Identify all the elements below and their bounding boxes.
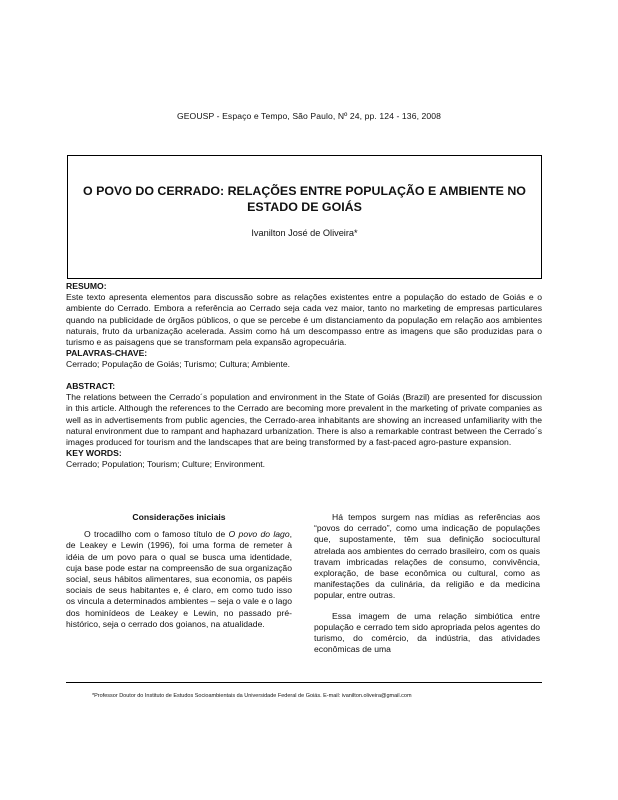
abstract-heading: ABSTRACT: xyxy=(66,381,116,391)
resumo-text: Este texto apresenta elementos para discussão sobre as relações existentes entre a população do estado de Goiás e o ambiente do Cerrado. Embora a referência ao Cerrado seja cada vez maior, tanto no marketing de empresas particulares quando na publicidade de órgãos públicos, o que se percebe é um distanciamento da população em relação aos ambientes naturais, fruto da urbanização acelerada. Assim como há um descompasso entre as imagens que são produzidas para o turismo e as paisagens que se transformam pela expansão agropecuária. xyxy=(66,292,542,348)
left-column xyxy=(66,512,292,630)
resumo-heading: RESUMO: xyxy=(66,281,107,291)
article-title: O POVO DO CERRADO: RELAÇÕES ENTRE POPULAÇÃO E AMBIENTE NO ESTADO DE GOIÁS xyxy=(83,184,526,214)
right-paragraph-1: Há tempos surgem nas mídias as referências aos “povos do cerrado”, como uma indicação de populações que, supostamente, têm sua definição sociocultural atrelada aos ambientes do cerrado brasileiro, com os quais travam imbricadas relações de consumo, convivência, exploração, de base econômica ou cultural, como as manifestações da culinária, da religião e da medicina popular, entre outras. xyxy=(314,512,540,601)
book-title-italic: O povo do lago xyxy=(228,529,290,540)
footnote-divider xyxy=(66,682,542,683)
right-paragraph-2: Essa imagem de uma relação simbiótica entre população e cerrado tem sido apropriada pelos agentes do turismo, do comércio, da indústria, das atividades econômicas de uma xyxy=(314,610,540,655)
resumo-block xyxy=(66,281,542,371)
left-paragraph-end: , de Leakey e Lewin (1996), foi uma forma de remeter à idéia de um povo para o qual se busca uma identidade, cuja base pode estar na compreensão de sua organização social, seus hábitos alimentares, sua economia, os papéis sociais de seus habitantes e, é claro, em como tudo isso os vincula a determinados ambientes – seja o vale e o lago dos hominídeos de Leakey e Lewin, no passado pré-histórico, seja o cerrado dos goianos, na atualidade. xyxy=(66,529,293,629)
abstract-text: The relations between the Cerrado´s population and environment in the State of Goiás (Brazil) are presented for discussion in this article. Although the references to the Cerrado are becoming more prevalent in the marketing of private companies as well as in advertisements from public agencies, the Cerrado-area inhabitants are showing an increased unfamiliarity with the natural environment due to rampant and haphazard urbanization. There is also a remarkable contrast between the Cerrado´s images produced for tourism and the landscapes that are being transformed by a fast-paced agro-pasture expansion. xyxy=(66,392,542,448)
section-title: Considerações iniciais xyxy=(132,512,226,522)
palavras-chave-text: Cerrado; População de Goiás; Turismo; Cultura; Ambiente. xyxy=(66,359,291,370)
right-column xyxy=(314,512,540,655)
author-footnote: *Professor Doutor do Instituto de Estudos Socioambientais da Universidade Federal de Goiás. E-mail: ivanilton.oliveira@gmail.com xyxy=(92,693,412,699)
keywords-text: Cerrado; Population; Tourism; Culture; Environment. xyxy=(66,459,266,470)
journal-header: GEOUSP - Espaço e Tempo, São Paulo, Nº 24, pp. 124 - 136, 2008 xyxy=(176,111,442,121)
left-paragraph-start: O trocadilho com o famoso título de xyxy=(84,529,229,540)
left-paragraph xyxy=(66,529,292,630)
author-name: Ivanilton José de Oliveira* xyxy=(251,228,358,238)
abstract-block xyxy=(66,381,542,471)
keywords-heading: KEY WORDS: xyxy=(66,448,122,459)
palavras-chave-heading: PALAVRAS-CHAVE: xyxy=(66,348,148,359)
title-box xyxy=(67,155,542,279)
